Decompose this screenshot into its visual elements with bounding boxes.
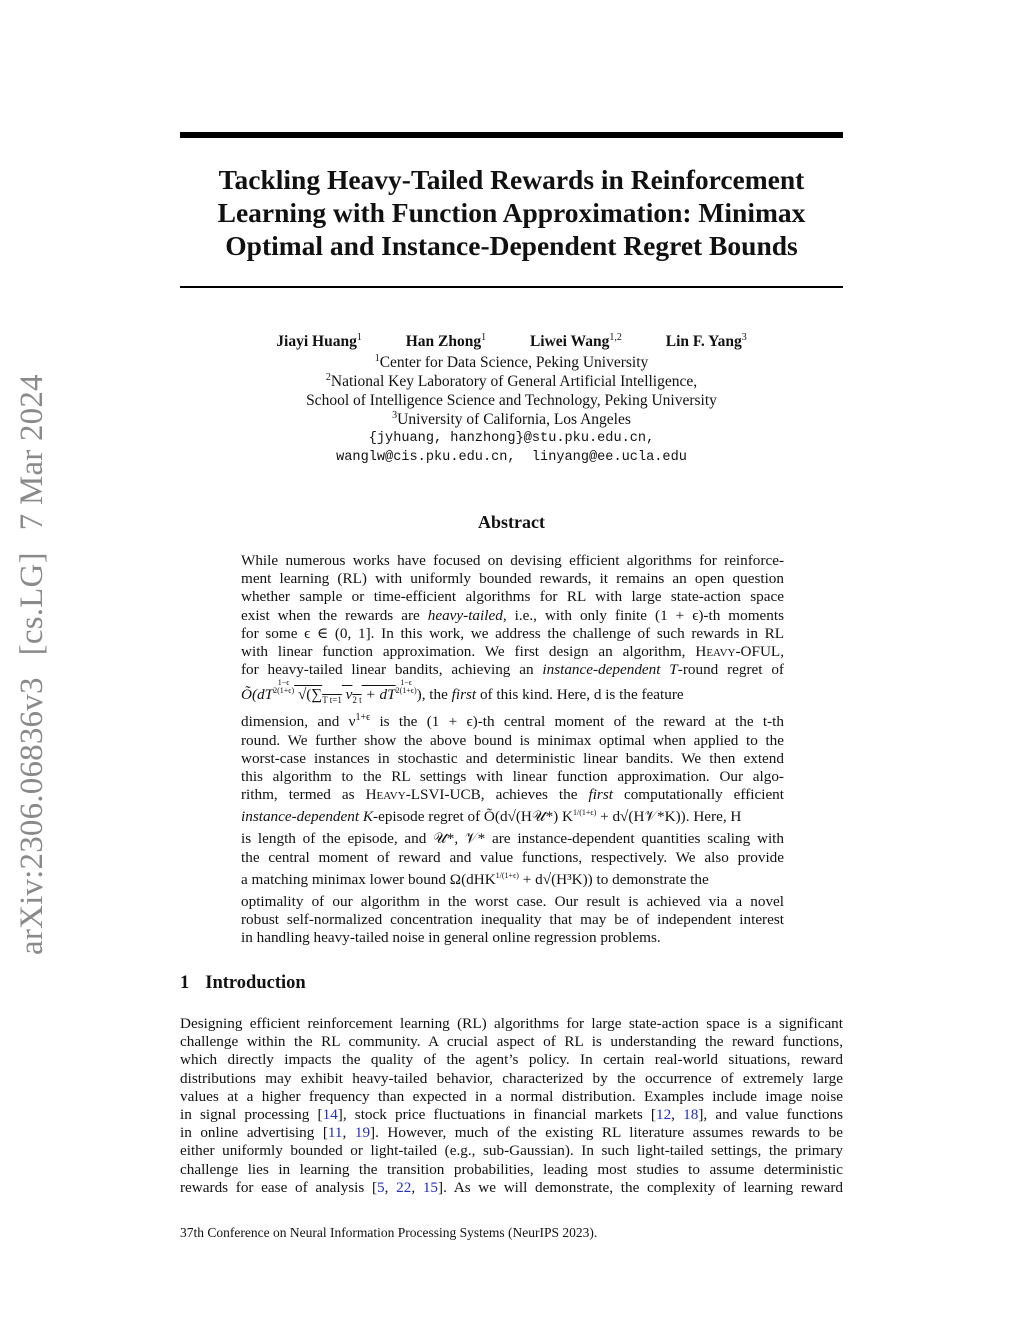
abstract-line: with linear function approximation. We first design an algorithm, Heavy-OFUL,	[241, 643, 784, 661]
email-line: {jyhuang, hanzhong}@stu.pku.edu.cn,	[368, 431, 655, 446]
intro-line: in online advertising [11, 19]. However, much of the existing RL literature assumes rewards to be	[180, 1124, 844, 1142]
arxiv-stamp	[14, 335, 51, 955]
abstract-line: this algorithm to the RL settings with linear function approximation. Our algo-	[241, 768, 784, 786]
abstract-line: rithm, termed as Heavy-LSVI-UCB, achieves the first computationally efficient	[241, 786, 784, 804]
abstract-line: exist when the rewards are heavy-tailed, i.e., with only finite (1 + ϵ)-th moments	[241, 606, 784, 624]
affiliation: $^1$Center for Data Science, Peking University	[374, 353, 649, 371]
abstract-line-formula: a matching minimax lower bound Ω(dHK$^{1/(1+\epsilon)}$ + d√(H³K)) to demonstrate the	[241, 870, 709, 888]
abstract-line: robust self-normalized concentration inequality that may be of independent interest	[241, 911, 784, 929]
abstract-line: While numerous works have focused on devising efficient algorithms for reinforce-	[241, 552, 784, 569]
intro-paragraph	[180, 1015, 843, 1197]
abstract-line-formula: Õ(dT 1−ϵ 2(1+ϵ) $√(\sum_{T t=1}$ $\nu_{2 t}$ + dT 1−ϵ 2(1+ϵ) ), the first of this kind. Here, d is the feature	[241, 678, 684, 706]
intro-line: Designing efficient reinforcement learning (RL) algorithms for large state-action space is a significant	[180, 1015, 843, 1032]
intro-line: rewards for ease of analysis [5, 22, 15]. As we will demonstrate, the complexity of learning reward	[180, 1178, 843, 1196]
abstract-line-formula: instance-dependent K-episode regret of Õ(d√(H𝒰*) $K^{1/(1+\epsilon)}$ + d√(H𝒱*K)). Here, H	[241, 808, 742, 826]
citation-link[interactable]: 22	[396, 1178, 412, 1196]
abstract-line: whether sample or time-efficient algorithms for RL with large state-action space	[241, 588, 784, 606]
author-list	[180, 333, 843, 351]
section-heading	[180, 973, 306, 994]
abstract-line: round. We further show the above bound is minimax optimal when applied to the	[241, 731, 784, 749]
email-line: wanglw@cis.pku.edu.cn, linyang@ee.ucla.edu	[336, 450, 687, 465]
citation-link[interactable]: 18	[683, 1106, 699, 1124]
arxiv-date: 7 Mar 2024	[14, 374, 50, 531]
abstract-line: dimension, and $\nu^{1+\epsilon}$ is the (1 + ϵ)-th central moment of the reward at the t-th	[241, 712, 784, 731]
author: Liwei Wang$^{1,2}$	[529, 332, 622, 350]
abstract-line: for some ϵ ∈ (0, 1]. In this work, we address the challenge of such rewards in RL	[241, 624, 784, 642]
affiliations	[180, 353, 843, 467]
title-line: Learning with Function Approximation: Minimax	[217, 197, 806, 228]
section-title: Introduction	[205, 973, 306, 993]
intro-line: challenge lies in learning the transition probabilities, leading most studies to assume deterministic	[180, 1160, 843, 1178]
arxiv-id: arXiv:2306.06836v3	[14, 677, 50, 955]
affiliation: $^2$National Key Laboratory of General Artificial Intelligence,	[325, 372, 698, 390]
author: Lin F. Yang$^3$	[665, 332, 747, 350]
intro-line: in signal processing [14], stock price fluctuations in financial markets [12, 18], and value functions	[180, 1106, 843, 1124]
intro-line: either uniformly bounded or light-tailed (e.g., sub-Gaussian). In such light-tailed settings, the primary	[180, 1142, 843, 1160]
affiliation: $^3$University of California, Los Angeles	[392, 410, 631, 428]
intro-line: values at a higher frequency than expected in a normal distribution. Examples include image noise	[180, 1087, 843, 1105]
abstract-line: is length of the episode, and 𝒰*, 𝒱* are instance-dependent quantities scaling with	[241, 830, 784, 848]
abstract-line: worst-case instances in stochastic and deterministic linear bandits. We then extend	[241, 749, 784, 767]
paper-title	[180, 163, 843, 262]
abstract-body	[241, 552, 784, 947]
citation-link[interactable]: 11	[327, 1124, 343, 1142]
title-bottom-rule	[180, 286, 843, 288]
author: Jiayi Huang$^1$	[276, 332, 362, 350]
title-line: Optimal and Instance-Dependent Regret Bounds	[225, 230, 798, 261]
conference-footnote: 37th Conference on Neural Information Processing Systems (NeurIPS 2023).	[180, 1225, 598, 1240]
citation-link[interactable]: 19	[354, 1124, 371, 1142]
citation-link[interactable]: 15	[422, 1178, 439, 1196]
abstract-line: in handling heavy-tailed noise in general online regression problems.	[241, 929, 661, 947]
intro-line: which directly impacts the quality of the agent’s policy. In certain real-world situations, reward	[180, 1051, 843, 1069]
abstract-line: optimality of our algorithm in the worst case. Our result is achieved via a novel	[241, 892, 784, 910]
citation-link[interactable]: 14	[322, 1106, 338, 1124]
citation-link[interactable]: 12	[655, 1106, 672, 1124]
abstract-heading: Abstract	[478, 512, 545, 532]
title-line: Tackling Heavy-Tailed Rewards in Reinforcement	[218, 164, 805, 195]
section-number: 1	[180, 973, 190, 993]
citation-link[interactable]: 5	[377, 1178, 385, 1196]
intro-line: distributions may exhibit heavy-tailed behavior, characterized by the occurrence of extremely large	[180, 1069, 843, 1087]
arxiv-category: [cs.LG]	[14, 552, 50, 656]
abstract-line: for heavy-tailed linear bandits, achieving an instance-dependent T-round regret of	[241, 661, 784, 679]
title-top-rule	[180, 132, 843, 138]
abstract-line: the central moment of reward and value functions, respectively. We also provide	[241, 848, 784, 866]
intro-line: challenge within the RL community. A crucial aspect of RL is understanding the reward functions,	[180, 1033, 843, 1051]
author: Han Zhong$^1$	[405, 332, 487, 350]
affiliation: School of Intelligence Science and Technology, Peking University	[306, 392, 717, 409]
abstract-line: ment learning (RL) with uniformly bounded rewards, it remains an open question	[241, 570, 784, 588]
